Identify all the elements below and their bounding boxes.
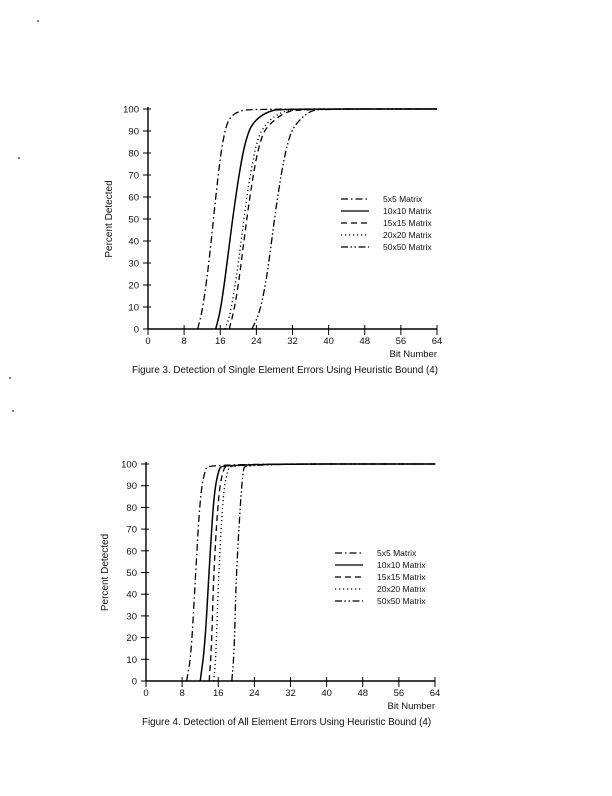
x-tick-label: 40 (323, 336, 334, 347)
y-tick-label: 50 (126, 568, 137, 579)
scan-speck (9, 377, 11, 379)
y-tick-label: 100 (123, 104, 139, 116)
x-tick-label: 32 (285, 688, 296, 699)
y-tick-label: 60 (128, 192, 139, 204)
legend-label: 20x20 Matrix (377, 584, 426, 594)
chart-4 (100, 460, 440, 729)
scan-speck (37, 20, 39, 22)
y-tick-label: 70 (128, 170, 139, 182)
x-tick-label: 24 (251, 336, 262, 347)
figure-caption: Figure 4. Detection of All Element Errors Using Heuristic Bound (4) (142, 717, 432, 728)
legend-label: 5x5 Matrix (377, 548, 417, 558)
x-tick-label: 48 (357, 688, 369, 699)
y-tick-label: 0 (131, 676, 137, 688)
x-axis-label: Bit Number (387, 701, 435, 712)
x-tick-label: 32 (287, 336, 298, 347)
x-axis-label: Bit Number (389, 349, 437, 360)
scan-speck (12, 410, 14, 412)
scan-speck (18, 157, 20, 159)
x-tick-label: 8 (179, 688, 185, 699)
x-tick-label: 64 (429, 688, 441, 699)
x-tick-label: 16 (214, 336, 226, 347)
legend-label: 20x20 Matrix (383, 230, 432, 240)
y-tick-label: 10 (126, 654, 137, 666)
y-tick-label: 40 (128, 236, 139, 248)
legend-label: 15x15 Matrix (383, 218, 432, 228)
x-tick-label: 24 (249, 688, 260, 699)
legend-label: 50x50 Matrix (377, 596, 426, 606)
legend-label: 50x50 Matrix (383, 242, 432, 252)
y-tick-label: 50 (128, 214, 139, 226)
y-tick-label: 10 (128, 302, 139, 314)
y-tick-label: 80 (128, 148, 139, 160)
y-axis-label: Percent Detected (100, 533, 111, 612)
y-tick-label: 20 (128, 280, 139, 292)
x-tick-label: 16 (212, 688, 224, 699)
legend-label: 15x15 Matrix (377, 572, 426, 582)
x-tick-label: 40 (321, 688, 332, 699)
y-tick-label: 0 (133, 324, 139, 336)
legend-label: 5x5 Matrix (383, 194, 423, 204)
legend-label: 10x10 Matrix (383, 206, 432, 216)
figure-caption: Figure 3. Detection of Single Element Errors Using Heuristic Bound (4) (132, 365, 439, 376)
y-tick-label: 30 (128, 258, 139, 270)
x-tick-label: 8 (181, 336, 187, 347)
x-tick-label: 56 (393, 688, 405, 699)
y-tick-label: 100 (121, 459, 137, 471)
y-tick-label: 80 (126, 502, 137, 514)
chart-3 (104, 105, 442, 377)
y-tick-label: 30 (126, 611, 137, 623)
y-tick-label: 90 (128, 126, 139, 138)
legend-label: 10x10 Matrix (377, 560, 426, 570)
y-tick-label: 20 (126, 633, 137, 645)
x-tick-label: 48 (359, 336, 371, 347)
y-tick-label: 60 (126, 546, 137, 558)
x-tick-label: 0 (145, 336, 151, 347)
y-axis-label: Percent Detected (104, 180, 115, 258)
x-tick-label: 0 (143, 688, 149, 699)
x-tick-label: 56 (395, 336, 407, 347)
y-tick-label: 90 (126, 481, 137, 493)
x-tick-label: 64 (431, 336, 443, 347)
y-tick-label: 70 (126, 524, 137, 536)
y-tick-label: 40 (126, 589, 137, 601)
